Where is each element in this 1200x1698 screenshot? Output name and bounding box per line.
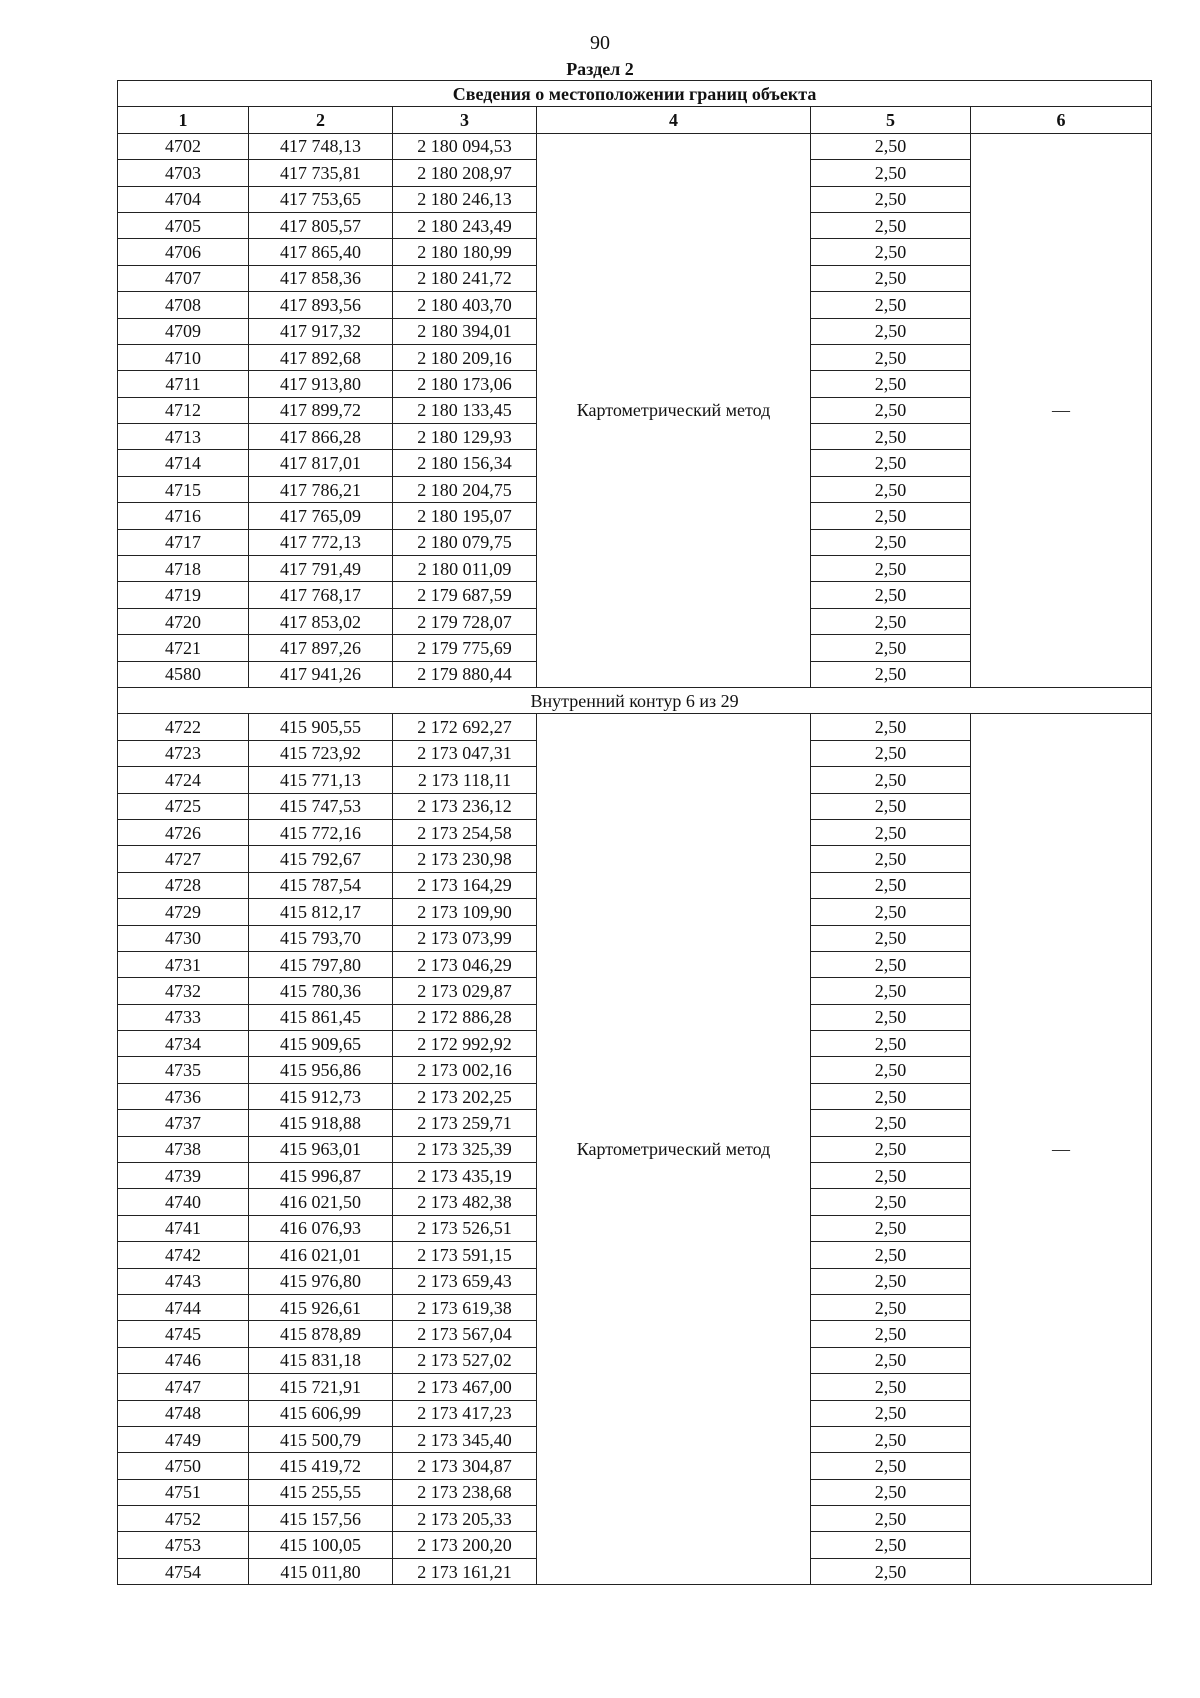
point-number-cell: 4753 <box>118 1532 249 1558</box>
x-coordinate-cell: 417 893,56 <box>249 292 393 318</box>
point-number-cell: 4746 <box>118 1347 249 1373</box>
accuracy-cell: 2,50 <box>811 661 971 687</box>
point-number-cell: 4710 <box>118 344 249 370</box>
x-coordinate-cell: 415 912,73 <box>249 1083 393 1109</box>
accuracy-cell: 2,50 <box>811 529 971 555</box>
x-coordinate-cell: 416 076,93 <box>249 1215 393 1241</box>
point-number-cell: 4724 <box>118 767 249 793</box>
point-number-cell: 4745 <box>118 1321 249 1347</box>
point-number-cell: 4744 <box>118 1294 249 1320</box>
point-number-cell: 4730 <box>118 925 249 951</box>
column-header: 3 <box>393 107 537 133</box>
point-number-cell: 4729 <box>118 899 249 925</box>
x-coordinate-cell: 417 817,01 <box>249 450 393 476</box>
accuracy-cell: 2,50 <box>811 1347 971 1373</box>
accuracy-cell: 2,50 <box>811 714 971 740</box>
y-coordinate-cell: 2 173 325,39 <box>393 1136 537 1162</box>
y-coordinate-cell: 2 173 567,04 <box>393 1321 537 1347</box>
y-coordinate-cell: 2 180 243,49 <box>393 212 537 238</box>
y-coordinate-cell: 2 173 527,02 <box>393 1347 537 1373</box>
x-coordinate-cell: 415 926,61 <box>249 1294 393 1320</box>
x-coordinate-cell: 417 805,57 <box>249 212 393 238</box>
x-coordinate-cell: 417 748,13 <box>249 133 393 159</box>
x-coordinate-cell: 415 905,55 <box>249 714 393 740</box>
accuracy-cell: 2,50 <box>811 1004 971 1030</box>
point-number-cell: 4715 <box>118 476 249 502</box>
point-number-cell: 4747 <box>118 1374 249 1400</box>
column-header: 5 <box>811 107 971 133</box>
point-number-cell: 4706 <box>118 239 249 265</box>
description-cell: — <box>971 714 1152 1585</box>
x-coordinate-cell: 417 913,80 <box>249 371 393 397</box>
accuracy-cell: 2,50 <box>811 397 971 423</box>
x-coordinate-cell: 415 100,05 <box>249 1532 393 1558</box>
x-coordinate-cell: 415 787,54 <box>249 872 393 898</box>
point-number-cell: 4743 <box>118 1268 249 1294</box>
x-coordinate-cell: 417 897,26 <box>249 635 393 661</box>
accuracy-cell: 2,50 <box>811 635 971 661</box>
column-header: 2 <box>249 107 393 133</box>
contour-label-row <box>118 687 1152 713</box>
x-coordinate-cell: 417 735,81 <box>249 160 393 186</box>
x-coordinate-cell: 417 768,17 <box>249 582 393 608</box>
y-coordinate-cell: 2 180 209,16 <box>393 344 537 370</box>
point-number-cell: 4754 <box>118 1558 249 1584</box>
accuracy-cell: 2,50 <box>811 265 971 291</box>
point-number-cell: 4712 <box>118 397 249 423</box>
accuracy-cell: 2,50 <box>811 1215 971 1241</box>
y-coordinate-cell: 2 172 886,28 <box>393 1004 537 1030</box>
accuracy-cell: 2,50 <box>811 1426 971 1452</box>
accuracy-cell: 2,50 <box>811 925 971 951</box>
point-number-cell: 4709 <box>118 318 249 344</box>
point-number-cell: 4702 <box>118 133 249 159</box>
accuracy-cell: 2,50 <box>811 556 971 582</box>
accuracy-cell: 2,50 <box>811 819 971 845</box>
y-coordinate-cell: 2 173 238,68 <box>393 1479 537 1505</box>
point-number-cell: 4714 <box>118 450 249 476</box>
accuracy-cell: 2,50 <box>811 899 971 925</box>
y-coordinate-cell: 2 173 073,99 <box>393 925 537 951</box>
accuracy-cell: 2,50 <box>811 1558 971 1584</box>
x-coordinate-cell: 415 500,79 <box>249 1426 393 1452</box>
table-row <box>118 714 1152 740</box>
accuracy-cell: 2,50 <box>811 1110 971 1136</box>
point-number-cell: 4708 <box>118 292 249 318</box>
y-coordinate-cell: 2 180 241,72 <box>393 265 537 291</box>
accuracy-cell: 2,50 <box>811 872 971 898</box>
table-row <box>118 133 1152 159</box>
point-number-cell: 4726 <box>118 819 249 845</box>
page-number: 90 <box>590 32 610 54</box>
point-number-cell: 4750 <box>118 1453 249 1479</box>
x-coordinate-cell: 415 606,99 <box>249 1400 393 1426</box>
y-coordinate-cell: 2 179 728,07 <box>393 608 537 634</box>
x-coordinate-cell: 416 021,50 <box>249 1189 393 1215</box>
accuracy-cell: 2,50 <box>811 846 971 872</box>
x-coordinate-cell: 415 909,65 <box>249 1031 393 1057</box>
accuracy-cell: 2,50 <box>811 160 971 186</box>
y-coordinate-cell: 2 180 079,75 <box>393 529 537 555</box>
y-coordinate-cell: 2 172 992,92 <box>393 1031 537 1057</box>
column-header-row <box>118 107 1152 133</box>
point-number-cell: 4748 <box>118 1400 249 1426</box>
y-coordinate-cell: 2 173 118,11 <box>393 767 537 793</box>
y-coordinate-cell: 2 173 304,87 <box>393 1453 537 1479</box>
x-coordinate-cell: 415 861,45 <box>249 1004 393 1030</box>
y-coordinate-cell: 2 173 417,23 <box>393 1400 537 1426</box>
point-number-cell: 4722 <box>118 714 249 740</box>
accuracy-cell: 2,50 <box>811 978 971 1004</box>
y-coordinate-cell: 2 173 236,12 <box>393 793 537 819</box>
y-coordinate-cell: 2 180 173,06 <box>393 371 537 397</box>
accuracy-cell: 2,50 <box>811 212 971 238</box>
accuracy-cell: 2,50 <box>811 1532 971 1558</box>
x-coordinate-cell: 415 011,80 <box>249 1558 393 1584</box>
y-coordinate-cell: 2 173 619,38 <box>393 1294 537 1320</box>
point-number-cell: 4742 <box>118 1242 249 1268</box>
accuracy-cell: 2,50 <box>811 1321 971 1347</box>
accuracy-cell: 2,50 <box>811 1031 971 1057</box>
method-cell: Картометрический метод <box>537 714 811 1585</box>
point-number-cell: 4734 <box>118 1031 249 1057</box>
y-coordinate-cell: 2 173 259,71 <box>393 1110 537 1136</box>
y-coordinate-cell: 2 173 047,31 <box>393 740 537 766</box>
accuracy-cell: 2,50 <box>811 344 971 370</box>
accuracy-cell: 2,50 <box>811 608 971 634</box>
accuracy-cell: 2,50 <box>811 133 971 159</box>
point-number-cell: 4717 <box>118 529 249 555</box>
point-number-cell: 4725 <box>118 793 249 819</box>
x-coordinate-cell: 417 865,40 <box>249 239 393 265</box>
y-coordinate-cell: 2 173 202,25 <box>393 1083 537 1109</box>
accuracy-cell: 2,50 <box>811 793 971 819</box>
y-coordinate-cell: 2 173 591,15 <box>393 1242 537 1268</box>
x-coordinate-cell: 415 812,17 <box>249 899 393 925</box>
y-coordinate-cell: 2 180 208,97 <box>393 160 537 186</box>
x-coordinate-cell: 415 831,18 <box>249 1347 393 1373</box>
accuracy-cell: 2,50 <box>811 1374 971 1400</box>
x-coordinate-cell: 415 963,01 <box>249 1136 393 1162</box>
table-caption: Сведения о местоположении границ объекта <box>118 81 1152 107</box>
point-number-cell: 4721 <box>118 635 249 661</box>
point-number-cell: 4707 <box>118 265 249 291</box>
x-coordinate-cell: 415 747,53 <box>249 793 393 819</box>
accuracy-cell: 2,50 <box>811 582 971 608</box>
x-coordinate-cell: 415 878,89 <box>249 1321 393 1347</box>
table-caption-row <box>118 81 1152 107</box>
x-coordinate-cell: 417 858,36 <box>249 265 393 291</box>
x-coordinate-cell: 415 918,88 <box>249 1110 393 1136</box>
y-coordinate-cell: 2 173 205,33 <box>393 1506 537 1532</box>
point-number-cell: 4720 <box>118 608 249 634</box>
column-header: 1 <box>118 107 249 133</box>
description-cell: — <box>971 133 1152 687</box>
y-coordinate-cell: 2 173 254,58 <box>393 819 537 845</box>
accuracy-cell: 2,50 <box>811 424 971 450</box>
y-coordinate-cell: 2 180 156,34 <box>393 450 537 476</box>
point-number-cell: 4711 <box>118 371 249 397</box>
x-coordinate-cell: 417 772,13 <box>249 529 393 555</box>
x-coordinate-cell: 417 791,49 <box>249 556 393 582</box>
method-cell: Картометрический метод <box>537 133 811 687</box>
point-number-cell: 4723 <box>118 740 249 766</box>
accuracy-cell: 2,50 <box>811 186 971 212</box>
point-number-cell: 4739 <box>118 1163 249 1189</box>
accuracy-cell: 2,50 <box>811 1294 971 1320</box>
x-coordinate-cell: 415 772,16 <box>249 819 393 845</box>
y-coordinate-cell: 2 173 435,19 <box>393 1163 537 1189</box>
accuracy-cell: 2,50 <box>811 1083 971 1109</box>
x-coordinate-cell: 417 786,21 <box>249 476 393 502</box>
accuracy-cell: 2,50 <box>811 476 971 502</box>
y-coordinate-cell: 2 179 687,59 <box>393 582 537 608</box>
x-coordinate-cell: 417 853,02 <box>249 608 393 634</box>
accuracy-cell: 2,50 <box>811 450 971 476</box>
y-coordinate-cell: 2 173 467,00 <box>393 1374 537 1400</box>
x-coordinate-cell: 415 157,56 <box>249 1506 393 1532</box>
point-number-cell: 4727 <box>118 846 249 872</box>
accuracy-cell: 2,50 <box>811 1136 971 1162</box>
point-number-cell: 4749 <box>118 1426 249 1452</box>
y-coordinate-cell: 2 180 246,13 <box>393 186 537 212</box>
table-body <box>118 133 1152 1584</box>
accuracy-cell: 2,50 <box>811 1163 971 1189</box>
accuracy-cell: 2,50 <box>811 740 971 766</box>
x-coordinate-cell: 415 956,86 <box>249 1057 393 1083</box>
x-coordinate-cell: 415 976,80 <box>249 1268 393 1294</box>
accuracy-cell: 2,50 <box>811 292 971 318</box>
y-coordinate-cell: 2 173 659,43 <box>393 1268 537 1294</box>
accuracy-cell: 2,50 <box>811 1479 971 1505</box>
x-coordinate-cell: 415 780,36 <box>249 978 393 1004</box>
section-title: Раздел 2 <box>566 59 634 79</box>
y-coordinate-cell: 2 173 109,90 <box>393 899 537 925</box>
accuracy-cell: 2,50 <box>811 1242 971 1268</box>
point-number-cell: 4728 <box>118 872 249 898</box>
point-number-cell: 4705 <box>118 212 249 238</box>
point-number-cell: 4732 <box>118 978 249 1004</box>
y-coordinate-cell: 2 173 029,87 <box>393 978 537 1004</box>
x-coordinate-cell: 416 021,01 <box>249 1242 393 1268</box>
point-number-cell: 4736 <box>118 1083 249 1109</box>
accuracy-cell: 2,50 <box>811 239 971 265</box>
accuracy-cell: 2,50 <box>811 503 971 529</box>
y-coordinate-cell: 2 173 200,20 <box>393 1532 537 1558</box>
y-coordinate-cell: 2 180 094,53 <box>393 133 537 159</box>
point-number-cell: 4719 <box>118 582 249 608</box>
point-number-cell: 4703 <box>118 160 249 186</box>
y-coordinate-cell: 2 173 230,98 <box>393 846 537 872</box>
x-coordinate-cell: 415 996,87 <box>249 1163 393 1189</box>
x-coordinate-cell: 417 892,68 <box>249 344 393 370</box>
point-number-cell: 4731 <box>118 951 249 977</box>
y-coordinate-cell: 2 180 011,09 <box>393 556 537 582</box>
y-coordinate-cell: 2 172 692,27 <box>393 714 537 740</box>
y-coordinate-cell: 2 173 046,29 <box>393 951 537 977</box>
y-coordinate-cell: 2 179 775,69 <box>393 635 537 661</box>
point-number-cell: 4713 <box>118 424 249 450</box>
column-header: 4 <box>537 107 811 133</box>
accuracy-cell: 2,50 <box>811 318 971 344</box>
point-number-cell: 4716 <box>118 503 249 529</box>
accuracy-cell: 2,50 <box>811 1268 971 1294</box>
y-coordinate-cell: 2 173 482,38 <box>393 1189 537 1215</box>
x-coordinate-cell: 417 866,28 <box>249 424 393 450</box>
accuracy-cell: 2,50 <box>811 1453 971 1479</box>
accuracy-cell: 2,50 <box>811 371 971 397</box>
column-header: 6 <box>971 107 1152 133</box>
x-coordinate-cell: 415 771,13 <box>249 767 393 793</box>
x-coordinate-cell: 417 917,32 <box>249 318 393 344</box>
x-coordinate-cell: 415 723,92 <box>249 740 393 766</box>
point-number-cell: 4704 <box>118 186 249 212</box>
y-coordinate-cell: 2 173 345,40 <box>393 1426 537 1452</box>
y-coordinate-cell: 2 180 195,07 <box>393 503 537 529</box>
point-number-cell: 4733 <box>118 1004 249 1030</box>
y-coordinate-cell: 2 173 526,51 <box>393 1215 537 1241</box>
y-coordinate-cell: 2 173 161,21 <box>393 1558 537 1584</box>
point-number-cell: 4738 <box>118 1136 249 1162</box>
accuracy-cell: 2,50 <box>811 951 971 977</box>
contour-label: Внутренний контур 6 из 29 <box>118 687 1152 713</box>
x-coordinate-cell: 415 721,91 <box>249 1374 393 1400</box>
x-coordinate-cell: 417 899,72 <box>249 397 393 423</box>
y-coordinate-cell: 2 180 129,93 <box>393 424 537 450</box>
y-coordinate-cell: 2 173 002,16 <box>393 1057 537 1083</box>
point-number-cell: 4751 <box>118 1479 249 1505</box>
point-number-cell: 4718 <box>118 556 249 582</box>
x-coordinate-cell: 415 419,72 <box>249 1453 393 1479</box>
x-coordinate-cell: 417 753,65 <box>249 186 393 212</box>
x-coordinate-cell: 417 765,09 <box>249 503 393 529</box>
accuracy-cell: 2,50 <box>811 1400 971 1426</box>
y-coordinate-cell: 2 180 204,75 <box>393 476 537 502</box>
boundary-coordinates-table <box>117 80 1152 1585</box>
y-coordinate-cell: 2 180 394,01 <box>393 318 537 344</box>
point-number-cell: 4741 <box>118 1215 249 1241</box>
point-number-cell: 4580 <box>118 661 249 687</box>
point-number-cell: 4752 <box>118 1506 249 1532</box>
x-coordinate-cell: 415 797,80 <box>249 951 393 977</box>
accuracy-cell: 2,50 <box>811 1057 971 1083</box>
y-coordinate-cell: 2 179 880,44 <box>393 661 537 687</box>
accuracy-cell: 2,50 <box>811 1189 971 1215</box>
accuracy-cell: 2,50 <box>811 1506 971 1532</box>
y-coordinate-cell: 2 180 180,99 <box>393 239 537 265</box>
x-coordinate-cell: 417 941,26 <box>249 661 393 687</box>
point-number-cell: 4735 <box>118 1057 249 1083</box>
point-number-cell: 4740 <box>118 1189 249 1215</box>
x-coordinate-cell: 415 792,67 <box>249 846 393 872</box>
x-coordinate-cell: 415 793,70 <box>249 925 393 951</box>
y-coordinate-cell: 2 180 133,45 <box>393 397 537 423</box>
accuracy-cell: 2,50 <box>811 767 971 793</box>
y-coordinate-cell: 2 180 403,70 <box>393 292 537 318</box>
y-coordinate-cell: 2 173 164,29 <box>393 872 537 898</box>
point-number-cell: 4737 <box>118 1110 249 1136</box>
x-coordinate-cell: 415 255,55 <box>249 1479 393 1505</box>
